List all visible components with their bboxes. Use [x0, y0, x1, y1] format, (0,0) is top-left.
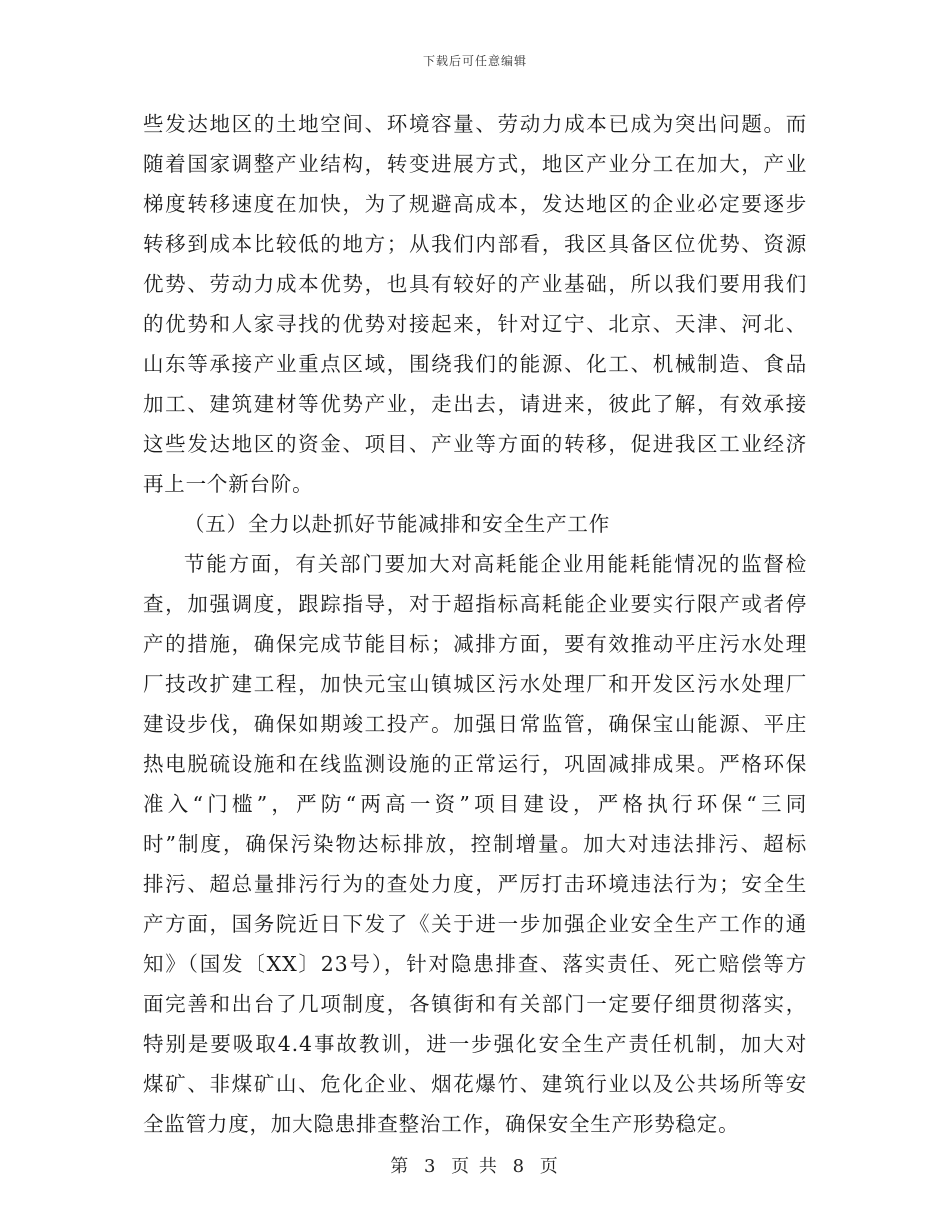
text-line: 面完善和出台了几项制度，各镇街和有关部门一定要仔细贯彻落实， [143, 992, 807, 1016]
text-line: 产的措施，确保完成节能目标；减排方面，要有效推动平庄污水处理 [143, 632, 807, 656]
text-line: 煤矿、非煤矿山、危化企业、烟花爆竹、建筑行业以及公共场所等安 [143, 1072, 807, 1096]
text-line: 梯度转移速度在加快，为了规避高成本，发达地区的企业必定要逐步 [143, 192, 807, 216]
page-header: 下载后可任意编辑 [422, 54, 527, 68]
text-line: 的优势和人家寻找的优势对接起来，针对辽宁、北京、天津、河北、 [143, 312, 807, 336]
text-line: 知》（国发〔XX〕23号），针对隐患排查、落实责任、死亡赔偿等方 [143, 952, 807, 976]
text-line: 查，加强调度，跟踪指导，对于超指标高耗能企业要实行限产或者停 [143, 592, 807, 616]
text-line: 特别是要吸取4.4事故教训，进一步强化安全生产责任机制，加大对 [143, 1032, 807, 1056]
text-line: 随着国家调整产业结构，转变进展方式，地区产业分工在加大，产业 [143, 152, 807, 176]
section-heading: （五）全力以赴抓好节能减排和安全生产工作 [184, 512, 610, 536]
text-line: 建设步伐，确保如期竣工投产。加强日常监管，确保宝山能源、平庄 [143, 712, 807, 736]
text-line: 些发达地区的土地空间、环境容量、劳动力成本已成为突出问题。而 [143, 112, 807, 136]
text-line: 热电脱硫设施和在线监测设施的正常运行，巩固减排成果。严格环保 [143, 752, 807, 776]
text-line: 厂技改扩建工程，加快元宝山镇城区污水处理厂和开发区污水处理厂 [143, 672, 807, 696]
total-page-number: 8 [512, 1156, 527, 1177]
page-footer [0, 1152, 950, 1178]
text-line: 山东等承接产业重点区域，围绕我们的能源、化工、机械制造、食品 [143, 352, 807, 376]
text-line: 加工、建筑建材等优势产业，走出去，请进来，彼此了解，有效承接 [143, 392, 807, 416]
text-line: 排污、超总量排污行为的查处力度，严厉打击环境违法行为；安全生 [143, 872, 807, 896]
footer-middle: 页 共 [451, 1156, 499, 1177]
text-line: 节能方面，有关部门要加大对高耗能企业用能耗能情况的监督检 [184, 552, 807, 576]
document-body [143, 104, 807, 1144]
text-line: 优势、劳动力成本优势，也具有较好的产业基础，所以我们要用我们 [143, 272, 807, 296]
text-line: 产方面，国务院近日下发了《关于进一步加强企业安全生产工作的通 [143, 912, 807, 936]
current-page-number: 3 [423, 1156, 438, 1177]
footer-suffix: 页 [539, 1156, 560, 1177]
text-line: 转移到成本比较低的地方；从我们内部看，我区具备区位优势、资源 [143, 232, 807, 256]
text-line: 全监管力度，加大隐患排查整治工作，确保安全生产形势稳定。 [143, 1112, 740, 1136]
text-line: 准入“门槛”，严防“两高一资”项目建设，严格执行环保“三同 [143, 792, 807, 816]
text-line: 这些发达地区的资金、项目、产业等方面的转移，促进我区工业经济 [143, 432, 807, 456]
text-line: 时”制度，确保污染物达标排放，控制增量。加大对违法排污、超标 [143, 832, 807, 856]
footer-prefix: 第 [390, 1156, 411, 1177]
text-line: 再上一个新台阶。 [143, 472, 314, 496]
